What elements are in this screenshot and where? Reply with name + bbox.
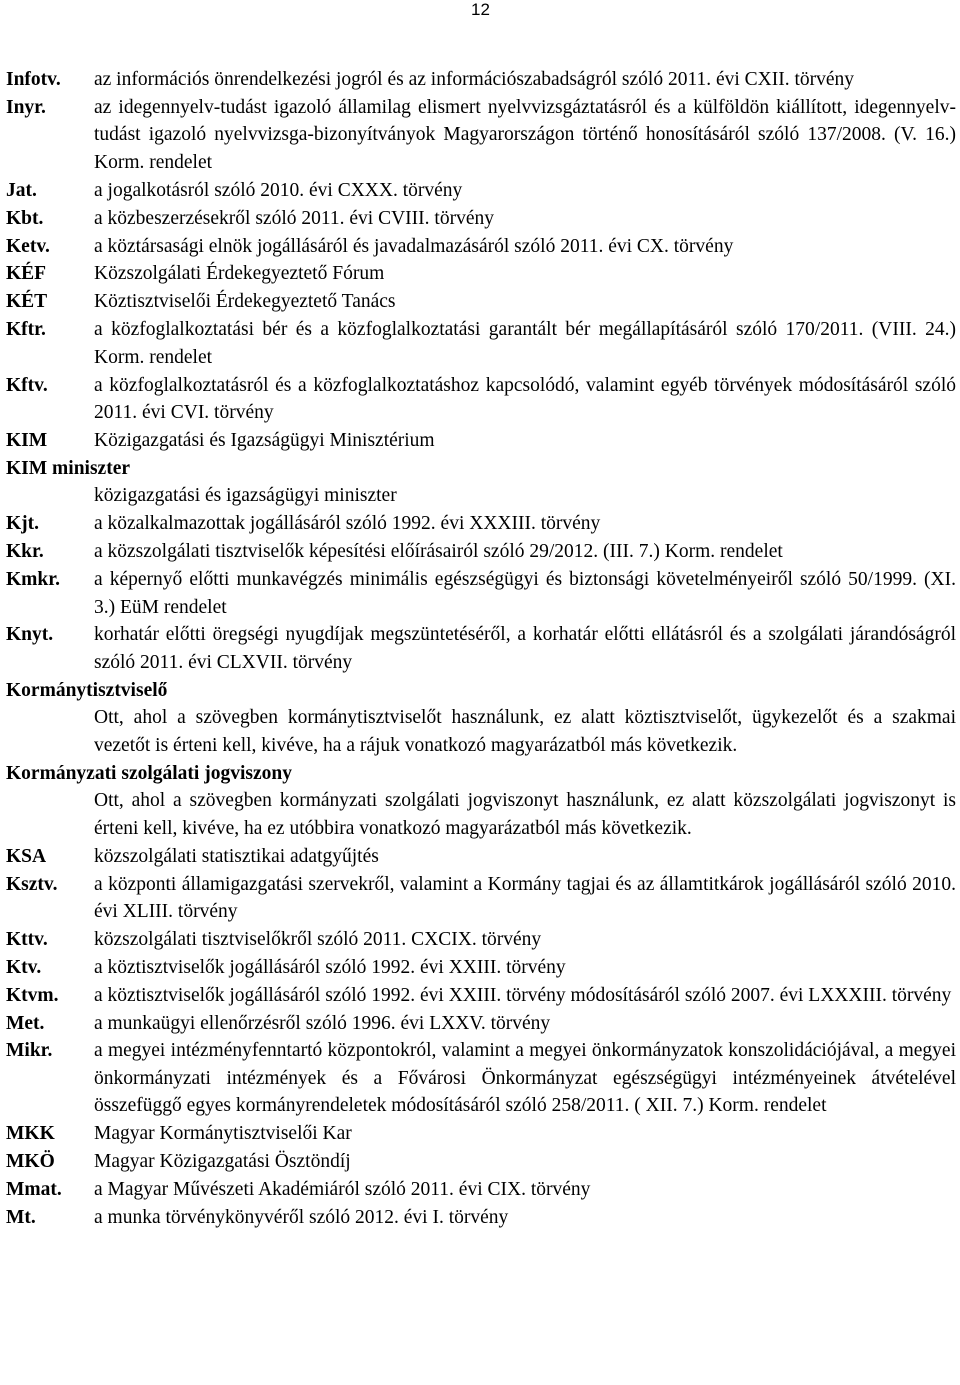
abbreviation-definition: a közalkalmazottak jogállásáról szóló 1992. évi XXXIII. törvény [94,513,601,535]
abbreviation-entry [6,843,960,871]
abbreviation-definition: a közbeszerzésekről szóló 2011. évi CVIII. törvény [94,207,494,229]
abbreviation-entry [6,871,960,926]
abbreviation-entry [6,288,960,316]
abbreviation-definition: közszolgálati statisztikai adatgyűjtés [94,845,379,867]
abbreviation-entry [6,94,960,177]
abbreviation-term: Ketv. [6,235,50,257]
abbreviation-entry [6,538,960,566]
abbreviation-entry [6,510,960,538]
abbreviation-entry [6,954,960,982]
abbreviation-entry [6,1037,960,1120]
abbreviation-term: KIM [6,430,48,452]
abbreviation-term: Kmkr. [6,569,60,591]
abbreviation-definition: a köztisztviselők jogállásáról szóló 1992. évi XXIII. törvény módosításáról szóló 2007. évi LXXXIII. törvény [94,984,952,1006]
abbreviation-term: Kftv. [6,374,48,396]
abbreviation-term: KSA [6,845,47,867]
abbreviation-list [6,66,960,1232]
abbreviation-definition: a munkaügyi ellenőrzésről szóló 1996. évi LXXV. törvény [94,1012,551,1034]
abbreviation-definition: az idegennyelv-tudást igazoló államilag elismert nyelvvizsgáztatásról és a külföldön kiállított, idegennyelv-tudást igazoló nyelvvizsga-bizonyítványok Magyarországon történő honosításáról szóló 137/2008. (V. 16.) Korm. rendelet [94,96,956,173]
abbreviation-definition: korhatár előtti öregségi nyugdíjak megszüntetéséről, a korhatár előtti ellátásról és a szolgálati járandóságról szóló 2011. évi CLXVII. törvény [94,624,956,673]
abbreviation-term: Met. [6,1012,45,1034]
abbreviation-definition: az információs önrendelkezési jogról és az információszabadságról szóló 2011. évi CXII. törvény [94,69,855,90]
abbreviation-entry [6,372,960,427]
abbreviation-definition: a köztársasági elnök jogállásáról és javadalmazásáról szóló 2011. évi CX. törvény [94,235,734,257]
abbreviation-term: Kttv. [6,928,48,950]
abbreviation-term: Ktvm. [6,984,59,1006]
abbreviation-term: Kkr. [6,541,44,563]
abbreviation-entry [6,1176,960,1204]
abbreviation-definition: a megyei intézményfenntartó központokról, valamint a megyei önkormányzatok konszolidációjával, a megyei önkormányzati intézmények és a Fővárosi Önkormányzat egészségügyi intézményeinek átvételével összefüggő egyes kormányrendeletek módosításáról szóló 258/2011. ( XII. 7.) Korm. rendelet [94,1040,956,1117]
abbreviation-term: Kjt. [6,513,40,535]
page-number: 12 [471,0,490,19]
abbreviation-entry [6,1120,960,1148]
abbreviation-term: KIM miniszter [6,457,131,479]
abbreviation-term: Jat. [6,179,37,201]
abbreviation-term: Ktv. [6,956,42,978]
abbreviation-entry [6,1204,960,1232]
abbreviation-entry [6,233,960,261]
abbreviation-definition: a munka törvénykönyvéről szóló 2012. évi I. törvény [94,1207,509,1229]
abbreviation-entry [6,427,960,455]
abbreviation-entry [6,1010,960,1038]
abbreviation-term: Mikr. [6,1040,53,1062]
abbreviation-term: Knyt. [6,624,54,646]
abbreviation-entry [6,760,960,843]
abbreviation-term: Infotv. [6,69,61,90]
abbreviation-entry [6,455,960,510]
abbreviation-entry [6,621,960,676]
abbreviation-definition: a közszolgálati tisztviselők képesítési előírásairól szóló 29/2012. (III. 7.) Korm. rendelet [94,541,783,563]
abbreviation-term: MKK [6,1123,55,1145]
abbreviation-entry [6,177,960,205]
abbreviation-entry [6,66,960,94]
abbreviation-definition: Köztisztviselői Érdekegyeztető Tanács [94,291,396,313]
abbreviation-entry [6,205,960,233]
abbreviation-term: Mmat. [6,1179,62,1201]
abbreviation-term: MKÖ [6,1151,55,1173]
abbreviation-definition: Magyar Kormánytisztviselői Kar [94,1123,352,1145]
abbreviation-term: KÉT [6,291,48,313]
abbreviation-term: Kormányzati szolgálati jogviszony [6,762,292,784]
abbreviation-entry [6,677,960,760]
abbreviation-entry [6,982,960,1010]
abbreviation-definition: közigazgatási és igazságügyi miniszter [94,485,397,507]
abbreviation-definition: a Magyar Művészeti Akadémiáról szóló 2011. évi CIX. törvény [94,1179,591,1201]
abbreviation-definition: a képernyő előtti munkavégzés minimális egészségügyi és biztonsági követelményeiről szóló 50/1999. (XI. 3.) EüM rendelet [94,569,956,618]
abbreviation-definition: a köztisztviselők jogállásáról szóló 1992. évi XXIII. törvény [94,956,566,978]
abbreviation-term: Mt. [6,1207,36,1229]
abbreviation-entry [6,316,960,371]
abbreviation-term: Kftr. [6,319,46,341]
abbreviation-definition: Magyar Közigazgatási Ösztöndíj [94,1151,351,1173]
abbreviation-term: KÉF [6,263,47,285]
abbreviation-term: Kbt. [6,207,44,229]
abbreviation-entry [6,260,960,288]
abbreviation-definition: a jogalkotásról szóló 2010. évi CXXX. törvény [94,179,463,201]
abbreviation-definition: Közigazgatási és Igazságügyi Minisztérium [94,430,435,452]
abbreviation-term: Kormánytisztviselő [6,679,168,701]
abbreviation-definition: a közfoglalkoztatásról és a közfoglalkoztatáshoz kapcsolódó, valamint egyéb törvények módosításáról szóló 2011. évi CVI. törvény [94,374,956,424]
abbreviation-definition: közszolgálati tisztviselőkről szóló 2011. CXCIX. törvény [94,928,542,950]
abbreviation-term: Ksztv. [6,873,58,895]
abbreviation-entry [6,566,960,621]
abbreviation-term: Inyr. [6,96,46,118]
abbreviation-definition: Közszolgálati Érdekegyeztető Fórum [94,263,385,285]
abbreviation-entry [6,1148,960,1176]
abbreviation-definition: a központi államigazgatási szervekről, valamint a Kormány tagjai és az államtitkárok jogállásáról szóló 2010. évi XLIII. törvény [94,873,956,923]
abbreviation-definition: Ott, ahol a szövegben kormánytisztviselőt használunk, ez alatt köztisztviselőt, ügykezelőt és a szakmai vezetőt is érteni kell, kivéve, ha a rájuk vonatkozó magyarázatból más következik. [94,707,956,756]
abbreviation-entry [6,926,960,954]
abbreviation-definition: a közfoglalkoztatási bér és a közfoglalkoztatási garantált bér megállapításáról szóló 170/2011. (VIII. 24.) Korm. rendelet [94,319,956,368]
abbreviation-definition: Ott, ahol a szövegben kormányzati szolgálati jogviszonyt használunk, ez alatt közszolgálati jogviszonyt is érteni kell, kivéve, ha ez utóbbira vonatkozó magyarázatból más következik. [94,790,956,839]
